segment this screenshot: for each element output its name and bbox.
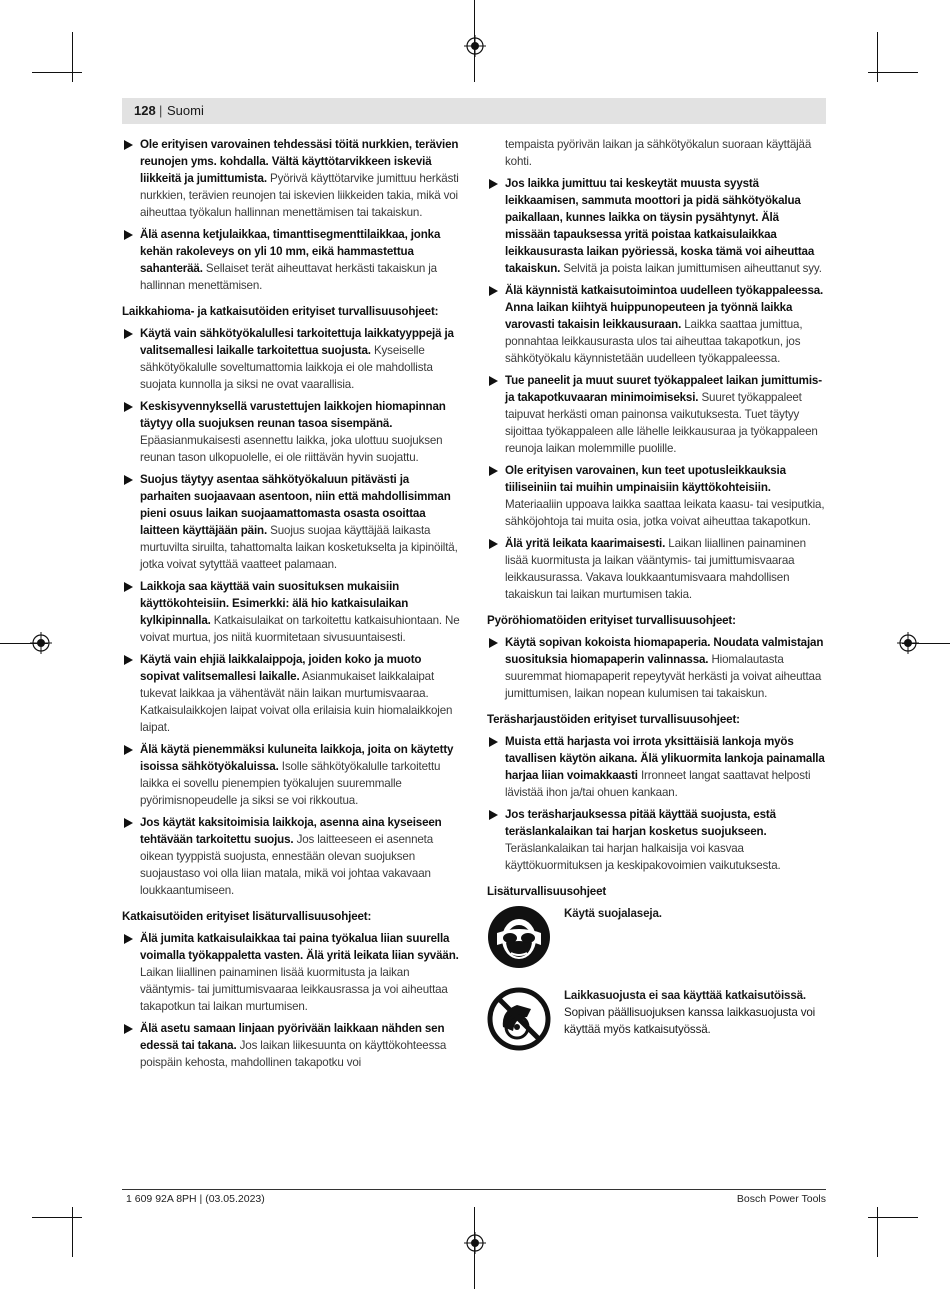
bullet-triangle-icon — [489, 179, 498, 189]
safety-bullet: Keskisyvennyksellä varustettujen laikkojen hiomapinnan täytyy olla suojuksen reunan tasoa sisempänä. Epäasianmukaisesti asennettu laikka, joka ulottuu suojuksen reunan tason ulkopuolelle, ei ole riittävän hyvin suojattu. — [122, 398, 460, 466]
bullet-triangle-icon — [489, 466, 498, 476]
bullet-triangle-icon — [124, 934, 133, 944]
no-cutting-guard-icon — [487, 987, 551, 1051]
safety-bullet: Ole erityisen varovainen, kun teet upotusleikkauksia tiiliseiniin tai muihin umpinaisiin käyttökohteisiin. Materiaaliin uppoava laikka saattaa leikata kaasu- tai vesiputkia, sähköjohtoja tai muita osia, jotka voivat aiheuttaa takapotkun. — [487, 462, 825, 530]
bullet-triangle-icon — [489, 737, 498, 747]
section-heading: Laikkahioma- ja katkaisutöiden erityiset turvallisuusohjeet: — [122, 305, 439, 318]
crop-mark — [868, 1217, 918, 1218]
safety-bullet: Suojus täytyy asentaa sähkötyökaluun pitävästi ja parhaiten suojaavaan asentoon, niin että mahdollisimman pieni osuus laikan suojaamattomasta osasta osoittaa laitteen käyttäjään päin. Suojus suojaa käyttäjää laikasta murtuvilta siruilta, tahattomalta laikan kosketukselta ja kipinöiltä, jotka voivat sytyttää vaatteet palamaan. — [122, 471, 460, 573]
safety-goggles-icon — [487, 905, 551, 969]
bullet-triangle-icon — [124, 745, 133, 755]
section-heading: Katkaisutöiden erityiset lisäturvallisuusohjeet: — [122, 910, 372, 923]
safety-bullet: Älä yritä leikata kaarimaisesti. Laikan liiallinen painaminen lisää kuormitusta ja laikan vääntymis- tai jumittumisvaaraa leikkausurassa. Vakava loukkaantumisvaara mahdollisen takaiskun tai laikan murtumisen takia. — [487, 535, 825, 603]
safety-bullet: Ole erityisen varovainen tehdessäsi töitä nurkkien, terävien reunojen yms. kohdalla. Vältä käyttötarvikkeen iskeviä liikkeitä ja jumittumista. Pyörivä käyttötarvike jumittuu herkästi nurkkien, terävien reunojen tai iskevien liikkeiden takia, mikä voi aiheuttaa työkalun hallinnan menettämisen tai takaiskun. — [122, 136, 460, 221]
bullet-triangle-icon — [124, 818, 133, 828]
safety-bullet: Älä käytä pienemmäksi kuluneita laikkoja, joita on käytetty isoissa sähkötyökaluissa. Isolle sähkötyökalulle tarkoitettu laikka ei sovellu pienempien työkalujen suuremmalle pyörimisnopeudelle ja siksi se voi rikkoutua. — [122, 741, 460, 809]
bullet-triangle-icon — [124, 1024, 133, 1034]
symbol-row — [487, 987, 825, 1063]
section-heading: Lisäturvallisuusohjeet — [487, 885, 607, 898]
left-column — [122, 136, 460, 1076]
bullet-triangle-icon — [124, 582, 133, 592]
crop-mark — [72, 32, 73, 82]
safety-bullet: Tue paneelit ja muut suuret työkappaleet laikan jumittumis- ja takapotkuvaaran minimoimiseksi. Suuret työkappaleet taipuvat herkästi oman painonsa vaikutuksesta. Tuet täytyy sijoittaa työkappaleen alle lähelle leikkausuraa ja työkappaleen reunoja laikan molemmille puolille. — [487, 372, 825, 457]
registration-mark-icon — [464, 35, 486, 57]
page-number: 128 — [134, 103, 156, 118]
safety-bullet: Laikkoja saa käyttää vain suosituksen mukaisiin käyttökohteisiin. Esimerkki: älä hio katkaisulaikan kylkipinnalla. Katkaisulaikat on tarkoitettu katkaisuhiontaan. Ne voivat murtua, jos niitä kuormitetaan sivusuuntaisesti. — [122, 578, 460, 646]
page-header — [122, 98, 826, 124]
crop-mark — [32, 1217, 82, 1218]
safety-bullet: Muista että harjasta voi irrota yksittäisiä lankoja myös tavallisen käytön aikana. Älä ylikuormita lankoja painamalla harjaa liian voimakkaasti Irronneet langat saattavat helposti lävistää ihon ja/tai ohuen kankaan. — [487, 733, 825, 801]
crop-mark — [877, 1207, 878, 1257]
footer-divider — [122, 1189, 826, 1190]
bullet-triangle-icon — [489, 286, 498, 296]
right-column — [487, 136, 825, 1069]
crop-mark — [877, 32, 878, 82]
header-separator: | — [159, 103, 163, 118]
bullet-triangle-icon — [489, 638, 498, 648]
safety-bullet: Käytä sopivan kokoista hiomapaperia. Noudata valmistajan suosituksia hiomapaperin valinnassa. Hiomalautasta suuremmat hiomapaperit repeytyvät herkästi ja voivat aiheuttaa jumittumisen, laikan nopean kulumisen tai takaiskun. — [487, 634, 825, 702]
bullet-triangle-icon — [124, 230, 133, 240]
registration-mark-icon — [30, 632, 52, 654]
symbol-text: Käytä suojalaseja. — [564, 907, 662, 920]
registration-mark-icon — [464, 1232, 486, 1254]
safety-bullet: Jos käytät kaksitoimisia laikkoja, asenna aina kyseiseen tehtävään tarkoitettu suojus. Jos laitteeseen ei asenneta oikean tyyppistä suojusta, ennestään olevan suojuksen suojaustaso voi olla liian matala, mikä voi johtaa vakavaan loukkaantumiseen. — [122, 814, 460, 899]
safety-bullet: Älä jumita katkaisulaikkaa tai paina työkalua liian suurella voimalla työkappaletta vasten. Älä yritä leikata liian syvään. Laikan liiallinen painaminen lisää kuormitusta ja laikan vääntymis- tai jumittumisvaaraa leikkausrassa ja voi aiheuttaa takapotkun tai laikan murtumisen. — [122, 930, 460, 1015]
crop-mark — [32, 72, 82, 73]
crop-mark — [72, 1207, 73, 1257]
crop-mark — [868, 72, 918, 73]
registration-mark-icon — [897, 632, 919, 654]
bullet-triangle-icon — [124, 140, 133, 150]
safety-bullet: Älä käynnistä katkaisutoimintoa uudelleen työkappaleessa. Anna laikan kiihtyä huippunopeuteen ja työnnä laikka varovasti takaisin leikkausuraan. Laikka saattaa jumittua, ponnahtaa leikkausurasta ulos tai aiheuttaa takapotkun, jos sähkötyökalu käynnistetään uudelleen työkappaleessa. — [487, 282, 825, 367]
safety-bullet: Käytä vain sähkötyökalullesi tarkoitettuja laikkatyyppejä ja valitsemallesi laikalle tarkoitettua suojusta. Kyseiselle sähkötyökalulle soveltumattomia laikkoja ei ole mahdollista suojata kunnolla ja siksi ne ovat vaarallisia. — [122, 325, 460, 393]
language-label: Suomi — [167, 103, 204, 118]
safety-bullet: Jos laikka jumittuu tai keskeytät muusta syystä leikkaamisen, sammuta moottori ja pidä sähkötyökalua paikallaan, kunnes laikka on täysin pysähtynyt. Älä missään tapauksessa yritä poistaa katkaisulaikkaa leikkausurasta laikan pyöriessä, koska tämä voi aiheuttaa takaiskun. Selvitä ja poista laikan jumittumisen aiheuttanut syy. — [487, 175, 825, 277]
bullet-triangle-icon — [489, 810, 498, 820]
bullet-triangle-icon — [124, 655, 133, 665]
symbol-text: Laikkasuojusta ei saa käyttää katkaisutöissä. Sopivan päällisuojuksen kanssa laikkasuojusta voi käyttää myös katkaisutyössä. — [564, 989, 816, 1036]
brand-name: Bosch Power Tools — [736, 1193, 826, 1205]
bullet-triangle-icon — [489, 376, 498, 386]
section-heading: Pyöröhiomatöiden erityiset turvallisuusohjeet: — [487, 614, 736, 627]
safety-bullet: Älä asenna ketjulaikkaa, timanttisegmenttilaikkaa, jonka kehän rakoleveys on yli 10 mm, eikä hammastettua sahanterää. Sellaiset terät aiheuttavat herkästi takaiskun ja hallinnan menettämisen. — [122, 226, 460, 294]
continuation-text: tempaista pyörivän laikan ja sähkötyökalun suoraan käyttäjää kohti. — [505, 138, 812, 168]
bullet-triangle-icon — [124, 475, 133, 485]
bullet-triangle-icon — [489, 539, 498, 549]
safety-bullet: Jos teräsharjauksessa pitää käyttää suojusta, estä teräslankalaikan tai harjan kosketus suojukseen. Teräslankalaikan tai harjan halkaisija voi kasvaa käyttökuormituksen ja keskipakovoimien vaikutuksesta. — [487, 806, 825, 874]
document-code: 1 609 92A 8PH | (03.05.2023) — [126, 1193, 265, 1205]
section-heading: Teräsharjaustöiden erityiset turvallisuusohjeet: — [487, 713, 740, 726]
safety-bullet: Käytä vain ehjiä laikkalaippoja, joiden koko ja muoto sopivat valitsemallesi laikalle. Asianmukaiset laikkalaipat tukevat laikkaa ja vähentävät näin laikan murtumisvaaraa. Katkaisulaikkojen laipat voivat olla erilaisia kuin hiomalaikkojen laipat. — [122, 651, 460, 736]
safety-bullet: Älä asetu samaan linjaan pyörivään laikkaan nähden sen edessä tai takana. Jos laikan liikesuunta on käyttökohteessa poispäin kehosta, mahdollinen takapotku voi — [122, 1020, 460, 1071]
symbol-row — [487, 905, 825, 981]
bullet-triangle-icon — [124, 402, 133, 412]
bullet-triangle-icon — [124, 329, 133, 339]
